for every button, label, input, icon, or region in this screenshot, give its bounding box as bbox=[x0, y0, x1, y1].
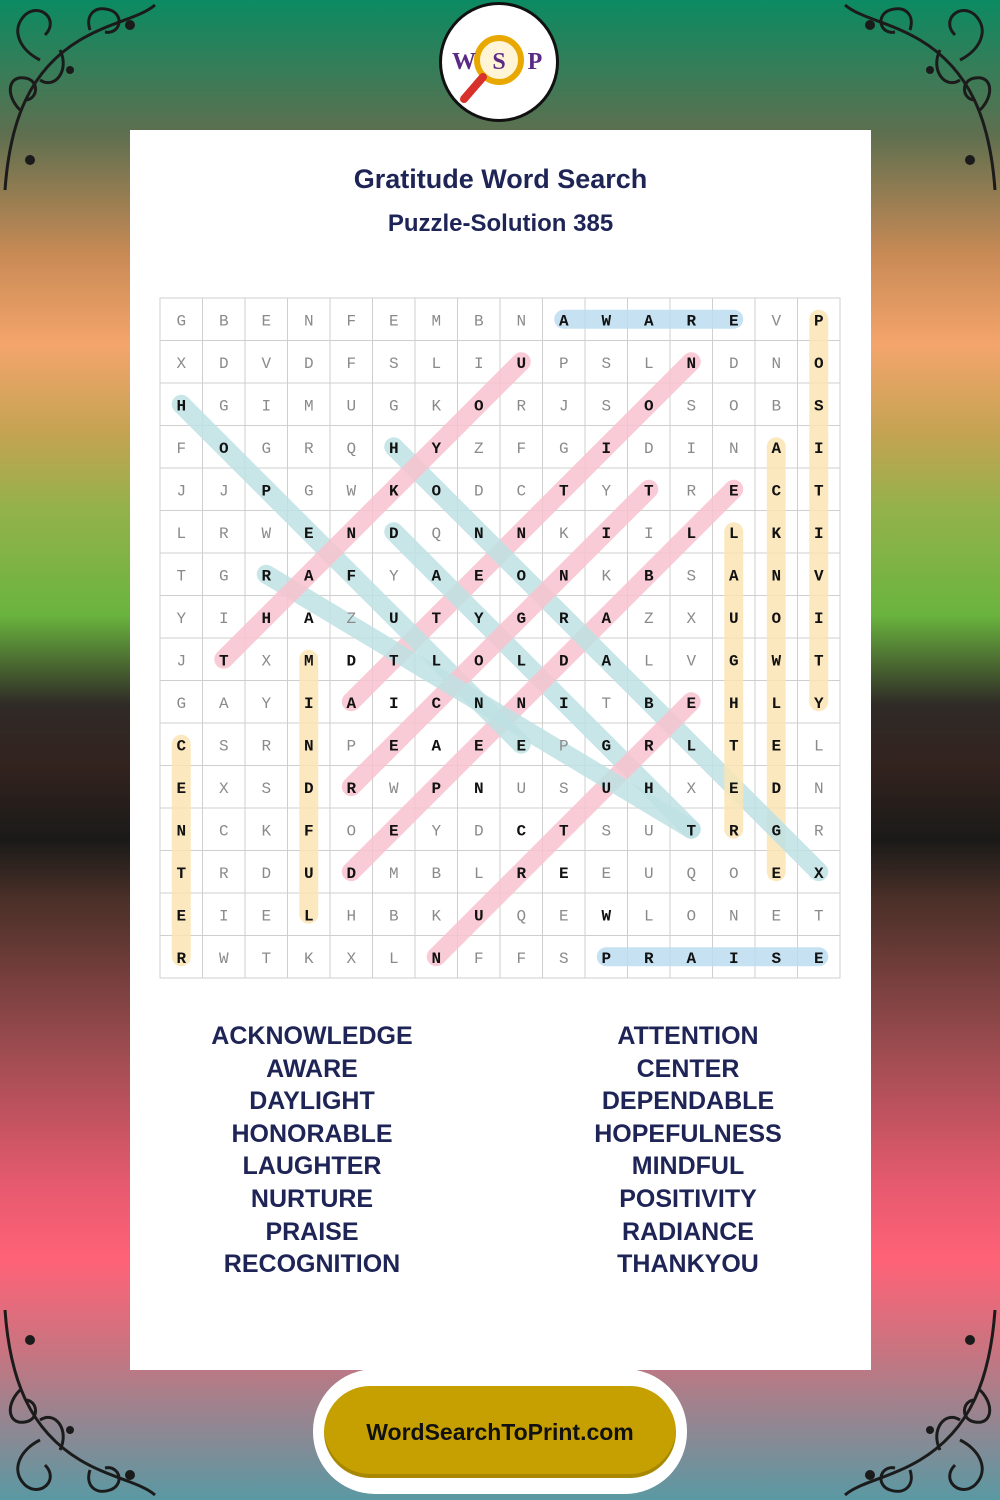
grid-letter: E bbox=[388, 822, 399, 841]
grid-letter: U bbox=[728, 609, 739, 628]
grid-letter: A bbox=[218, 694, 229, 713]
grid-letter: D bbox=[346, 864, 357, 883]
grid-letter: T bbox=[643, 482, 654, 501]
grid-letter: R bbox=[813, 822, 824, 841]
grid-letter: R bbox=[261, 567, 272, 586]
grid-letter: Y bbox=[261, 694, 272, 713]
grid-letter: I bbox=[643, 524, 654, 543]
grid-letter: N bbox=[516, 312, 527, 331]
grid-letter: B bbox=[643, 567, 654, 586]
grid-letter: F bbox=[516, 949, 527, 968]
grid-letter: K bbox=[771, 524, 782, 543]
grid-letter: C bbox=[431, 694, 442, 713]
grid-letter: V bbox=[771, 312, 782, 331]
grid-letter: X bbox=[346, 949, 357, 968]
grid-letter: L bbox=[643, 907, 654, 926]
grid-letter: I bbox=[218, 609, 229, 628]
grid-letter: B bbox=[771, 397, 782, 416]
grid-letter: K bbox=[431, 907, 442, 926]
grid-letter: C bbox=[771, 482, 782, 501]
grid-letter: W bbox=[218, 949, 229, 968]
grid-letter: H bbox=[643, 779, 654, 798]
grid-letter: O bbox=[771, 609, 782, 628]
grid-letter: A bbox=[558, 312, 569, 331]
logo-letter-s: S bbox=[492, 49, 506, 75]
grid-letter: E bbox=[303, 524, 314, 543]
grid-letter: Q bbox=[431, 524, 442, 543]
puzzle-subtitle: Puzzle-Solution 385 bbox=[387, 210, 614, 237]
grid-letter: D bbox=[346, 652, 357, 671]
grid-letter: I bbox=[218, 907, 229, 926]
grid-letter: N bbox=[176, 822, 187, 841]
grid-letter: K bbox=[558, 524, 569, 543]
grid-letter: I bbox=[261, 397, 272, 416]
grid-letter: D bbox=[303, 779, 314, 798]
grid-letter: D bbox=[643, 439, 654, 458]
grid-letter: G bbox=[558, 439, 569, 458]
grid-letter: N bbox=[473, 779, 484, 798]
grid-letter: O bbox=[728, 864, 739, 883]
grid-letter: I bbox=[473, 354, 484, 373]
grid-letter: U bbox=[516, 779, 527, 798]
grid-letter: U bbox=[601, 779, 612, 798]
word-list-item: THANKYOU bbox=[617, 1250, 759, 1279]
grid-letter: V bbox=[261, 354, 272, 373]
grid-letter: A bbox=[303, 567, 314, 586]
grid-letter: I bbox=[813, 524, 824, 543]
grid-letter: S bbox=[686, 397, 697, 416]
grid-letter: S bbox=[261, 779, 272, 798]
grid-letter: A bbox=[431, 737, 442, 756]
grid-letter: T bbox=[813, 482, 824, 501]
grid-letter: Y bbox=[431, 439, 442, 458]
grid-letter: D bbox=[728, 354, 739, 373]
grid-letter: X bbox=[686, 779, 697, 798]
grid-letter: R bbox=[558, 609, 569, 628]
grid-letter: T bbox=[218, 652, 229, 671]
grid-letter: L bbox=[771, 694, 782, 713]
word-list-item: RADIANCE bbox=[622, 1217, 754, 1246]
grid-letter: T bbox=[558, 822, 569, 841]
grid-letter: O bbox=[473, 397, 484, 416]
grid-letter: T bbox=[728, 737, 739, 756]
grid-letter: E bbox=[813, 949, 824, 968]
grid-letter: U bbox=[346, 397, 357, 416]
grid-letter: N bbox=[771, 567, 782, 586]
grid-letter: A bbox=[686, 949, 697, 968]
grid-letter: F bbox=[473, 949, 484, 968]
grid-letter: O bbox=[728, 397, 739, 416]
grid-letter: L bbox=[176, 524, 187, 543]
grid-letter: G bbox=[516, 609, 527, 628]
grid-letter: Q bbox=[686, 864, 697, 883]
grid-letter: E bbox=[728, 779, 739, 798]
grid-letter: N bbox=[516, 694, 527, 713]
grid-letter: E bbox=[728, 312, 739, 331]
grid-letter: O bbox=[473, 652, 484, 671]
grid-letter: A bbox=[728, 567, 739, 586]
grid-letter: F bbox=[303, 822, 314, 841]
grid-letter: T bbox=[261, 949, 272, 968]
grid-letter: L bbox=[728, 524, 739, 543]
grid-letter: P bbox=[601, 949, 612, 968]
grid-letter: I bbox=[601, 439, 612, 458]
grid-letter: V bbox=[686, 652, 697, 671]
grid-letter: F bbox=[176, 439, 187, 458]
grid-letter: E bbox=[388, 737, 399, 756]
grid-letter: E bbox=[558, 864, 569, 883]
grid-letter: I bbox=[601, 524, 612, 543]
grid-letter: R bbox=[516, 864, 527, 883]
grid-letter: T bbox=[176, 864, 187, 883]
grid-letter: G bbox=[218, 397, 229, 416]
grid-letter: L bbox=[516, 652, 527, 671]
grid-letter: P bbox=[261, 482, 272, 501]
grid-letter: L bbox=[643, 652, 654, 671]
grid-letter: F bbox=[346, 312, 357, 331]
word-list-item: DEPENDABLE bbox=[601, 1087, 775, 1116]
grid-letter: Y bbox=[473, 609, 484, 628]
grid-letter: G bbox=[388, 397, 399, 416]
grid-letter: J bbox=[558, 397, 569, 416]
grid-letter: A bbox=[303, 609, 314, 628]
grid-letter: K bbox=[261, 822, 272, 841]
grid-letter: B bbox=[218, 312, 229, 331]
word-list-item: RECOGNITION bbox=[223, 1250, 401, 1279]
grid-letter: H bbox=[346, 907, 357, 926]
grid-letter: T bbox=[686, 822, 697, 841]
grid-letter: R bbox=[643, 737, 654, 756]
grid-letter: Q bbox=[516, 907, 527, 926]
grid-letter: D bbox=[218, 354, 229, 373]
grid-letter: N bbox=[473, 694, 484, 713]
word-list-item: AWARE bbox=[266, 1054, 358, 1083]
grid-letter: U bbox=[643, 864, 654, 883]
grid-letter: W bbox=[771, 652, 782, 671]
grid-letter: K bbox=[303, 949, 314, 968]
grid-letter: W bbox=[388, 779, 399, 798]
grid-letter: E bbox=[516, 737, 527, 756]
grid-letter: P bbox=[558, 354, 569, 373]
grid-letter: S bbox=[601, 354, 612, 373]
grid-letter: N bbox=[473, 524, 484, 543]
grid-letter: Z bbox=[643, 609, 654, 628]
grid-letter: G bbox=[218, 567, 229, 586]
grid-letter: Y bbox=[431, 822, 442, 841]
grid-letter: S bbox=[558, 949, 569, 968]
grid-letter: B bbox=[473, 312, 484, 331]
grid-letter: K bbox=[431, 397, 442, 416]
grid-letter: W bbox=[261, 524, 272, 543]
grid-letter: N bbox=[516, 524, 527, 543]
grid-letter: E bbox=[261, 907, 272, 926]
grid-letter: N bbox=[346, 524, 357, 543]
grid-letter: I bbox=[813, 609, 824, 628]
grid-letter: Q bbox=[346, 439, 357, 458]
grid-letter: B bbox=[431, 864, 442, 883]
grid-letter: B bbox=[388, 907, 399, 926]
grid-letter: X bbox=[686, 609, 697, 628]
grid-letter: G bbox=[728, 652, 739, 671]
grid-letter: K bbox=[388, 482, 399, 501]
grid-letter: O bbox=[431, 482, 442, 501]
grid-letter: P bbox=[558, 737, 569, 756]
grid-letter: L bbox=[813, 737, 824, 756]
grid-letter: N bbox=[303, 737, 314, 756]
grid-letter: X bbox=[813, 864, 824, 883]
grid-letter: K bbox=[601, 567, 612, 586]
grid-letter: L bbox=[686, 737, 697, 756]
grid-letter: U bbox=[303, 864, 314, 883]
grid-letter: L bbox=[431, 652, 442, 671]
grid-letter: R bbox=[303, 439, 314, 458]
grid-letter: T bbox=[176, 567, 187, 586]
grid-letter: W bbox=[601, 312, 612, 331]
grid-letter: T bbox=[601, 694, 612, 713]
grid-letter: D bbox=[771, 779, 782, 798]
grid-letter: G bbox=[601, 737, 612, 756]
grid-letter: E bbox=[176, 779, 187, 798]
logo-letter-w: W bbox=[452, 49, 476, 75]
grid-letter: O bbox=[813, 354, 824, 373]
grid-letter: S bbox=[813, 397, 824, 416]
grid-letter: Z bbox=[473, 439, 484, 458]
grid-letter: N bbox=[728, 439, 739, 458]
grid-letter: L bbox=[388, 949, 399, 968]
grid-letter: J bbox=[176, 652, 187, 671]
grid-letter: H bbox=[388, 439, 399, 458]
grid-letter: U bbox=[388, 609, 399, 628]
grid-letter: V bbox=[813, 567, 824, 586]
grid-letter: L bbox=[431, 354, 442, 373]
grid-letter: B bbox=[643, 694, 654, 713]
grid-letter: S bbox=[771, 949, 782, 968]
grid-letter: I bbox=[686, 439, 697, 458]
grid-letter: N bbox=[771, 354, 782, 373]
word-list-item: CENTER bbox=[636, 1054, 740, 1083]
grid-letter: O bbox=[346, 822, 357, 841]
grid-letter: E bbox=[771, 737, 782, 756]
grid-letter: G bbox=[771, 822, 782, 841]
grid-letter: E bbox=[473, 737, 484, 756]
grid-letter: L bbox=[303, 907, 314, 926]
grid-letter: M bbox=[303, 652, 314, 671]
grid-letter: P bbox=[431, 779, 442, 798]
word-list-item: MINDFUL bbox=[631, 1152, 745, 1181]
grid-letter: A bbox=[771, 439, 782, 458]
grid-letter: R bbox=[686, 482, 697, 501]
grid-letter: T bbox=[431, 609, 442, 628]
word-list-item: ATTENTION bbox=[617, 1022, 759, 1050]
grid-letter: E bbox=[176, 907, 187, 926]
grid-letter: E bbox=[686, 694, 697, 713]
grid-letter: S bbox=[558, 779, 569, 798]
word-list-item: NURTURE bbox=[250, 1184, 374, 1213]
grid-letter: S bbox=[388, 354, 399, 373]
grid-letter: M bbox=[388, 864, 399, 883]
grid-letter: F bbox=[346, 354, 357, 373]
grid-letter: P bbox=[813, 312, 824, 331]
grid-letter: I bbox=[813, 439, 824, 458]
grid-letter: E bbox=[771, 907, 782, 926]
grid-letter: Y bbox=[813, 694, 824, 713]
grid-letter: E bbox=[558, 907, 569, 926]
grid-letter: S bbox=[601, 397, 612, 416]
grid-letter: L bbox=[686, 524, 697, 543]
wsp-logo[interactable] bbox=[439, 2, 559, 122]
grid-letter: N bbox=[558, 567, 569, 586]
grid-letter: O bbox=[643, 397, 654, 416]
grid-letter: D bbox=[303, 354, 314, 373]
word-list-item: LAUGHTER bbox=[242, 1152, 382, 1181]
grid-letter: C bbox=[218, 822, 229, 841]
grid-letter: Y bbox=[388, 567, 399, 586]
grid-letter: G bbox=[176, 694, 187, 713]
grid-letter: Y bbox=[176, 609, 187, 628]
word-list-item: DAYLIGHT bbox=[249, 1087, 375, 1116]
magnifier-icon bbox=[442, 5, 556, 119]
grid-letter: E bbox=[601, 864, 612, 883]
grid-letter: H bbox=[176, 397, 187, 416]
word-list-left bbox=[162, 1020, 462, 1281]
grid-letter: R bbox=[218, 864, 229, 883]
grid-letter: O bbox=[686, 907, 697, 926]
grid-letter: T bbox=[813, 652, 824, 671]
grid-letter: A bbox=[601, 609, 612, 628]
grid-letter: S bbox=[601, 822, 612, 841]
grid-letter: N bbox=[728, 907, 739, 926]
grid-letter: L bbox=[473, 864, 484, 883]
grid-letter: C bbox=[516, 482, 527, 501]
word-list-item: POSITIVITY bbox=[619, 1184, 757, 1213]
grid-letter: A bbox=[643, 312, 654, 331]
grid-letter: A bbox=[601, 652, 612, 671]
grid-letter: G bbox=[176, 312, 187, 331]
word-list-right bbox=[538, 1020, 838, 1281]
grid-letter: R bbox=[686, 312, 697, 331]
grid-letter: R bbox=[643, 949, 654, 968]
word-list-item: PRAISE bbox=[265, 1217, 359, 1246]
grid-letter: N bbox=[303, 312, 314, 331]
grid-letter: T bbox=[388, 652, 399, 671]
word-list-item: HOPEFULNESS bbox=[594, 1119, 782, 1148]
grid-letter: O bbox=[516, 567, 527, 586]
site-link[interactable]: WordSearchToPrint.com bbox=[324, 1386, 676, 1478]
grid-letter: J bbox=[176, 482, 187, 501]
grid-letter: C bbox=[516, 822, 527, 841]
grid-letter: E bbox=[388, 312, 399, 331]
grid-letter: X bbox=[261, 652, 272, 671]
grid-letter: U bbox=[516, 354, 527, 373]
grid-letter: P bbox=[346, 737, 357, 756]
puzzle-card bbox=[130, 130, 871, 1370]
grid-letter: F bbox=[346, 567, 357, 586]
grid-letter: R bbox=[176, 949, 187, 968]
grid-letter: O bbox=[218, 439, 229, 458]
grid-letter: N bbox=[431, 949, 442, 968]
grid-letter: H bbox=[261, 609, 272, 628]
grid-letter: D bbox=[473, 482, 484, 501]
grid-letter: N bbox=[686, 354, 697, 373]
grid-letter: R bbox=[261, 737, 272, 756]
word-search-grid bbox=[130, 130, 871, 1000]
grid-letter: D bbox=[558, 652, 569, 671]
grid-letter: U bbox=[473, 907, 484, 926]
grid-letter: R bbox=[516, 397, 527, 416]
grid-letter: Y bbox=[601, 482, 612, 501]
word-list-item: ACKNOWLEDGE bbox=[211, 1022, 413, 1050]
grid-letter: A bbox=[346, 694, 357, 713]
grid-letter: S bbox=[686, 567, 697, 586]
grid-letter: D bbox=[473, 822, 484, 841]
grid-letter: W bbox=[346, 482, 357, 501]
grid-letter: X bbox=[218, 779, 229, 798]
grid-letter: R bbox=[218, 524, 229, 543]
grid-letter: E bbox=[261, 312, 272, 331]
grid-letter: R bbox=[728, 822, 739, 841]
grid-letter: I bbox=[388, 694, 399, 713]
grid-letter: R bbox=[346, 779, 357, 798]
grid-letter: E bbox=[473, 567, 484, 586]
grid-letter: J bbox=[218, 482, 229, 501]
word-list-item: HONORABLE bbox=[231, 1119, 393, 1148]
grid-letter: N bbox=[813, 779, 824, 798]
grid-letter: A bbox=[431, 567, 442, 586]
grid-letter: M bbox=[431, 312, 442, 331]
grid-letter: G bbox=[261, 439, 272, 458]
grid-letter: E bbox=[771, 864, 782, 883]
grid-letter: I bbox=[303, 694, 314, 713]
grid-letter: D bbox=[388, 524, 399, 543]
grid-letter: T bbox=[813, 907, 824, 926]
grid-letter: L bbox=[643, 354, 654, 373]
grid-letter: X bbox=[176, 354, 187, 373]
grid-letter: W bbox=[601, 907, 612, 926]
grid-letter: I bbox=[728, 949, 739, 968]
grid-letter: Z bbox=[346, 609, 357, 628]
grid-letter: M bbox=[303, 397, 314, 416]
grid-letter: C bbox=[176, 737, 187, 756]
puzzle-title: Gratitude Word Search bbox=[353, 164, 648, 194]
grid-letter: T bbox=[558, 482, 569, 501]
grid-letter: G bbox=[303, 482, 314, 501]
grid-letter: D bbox=[261, 864, 272, 883]
logo-letter-p: P bbox=[527, 49, 543, 75]
grid-letter: S bbox=[218, 737, 229, 756]
grid-letter: U bbox=[643, 822, 654, 841]
grid-letter: I bbox=[558, 694, 569, 713]
grid-letter: H bbox=[728, 694, 739, 713]
grid-letter: E bbox=[728, 482, 739, 501]
grid-letter: F bbox=[516, 439, 527, 458]
